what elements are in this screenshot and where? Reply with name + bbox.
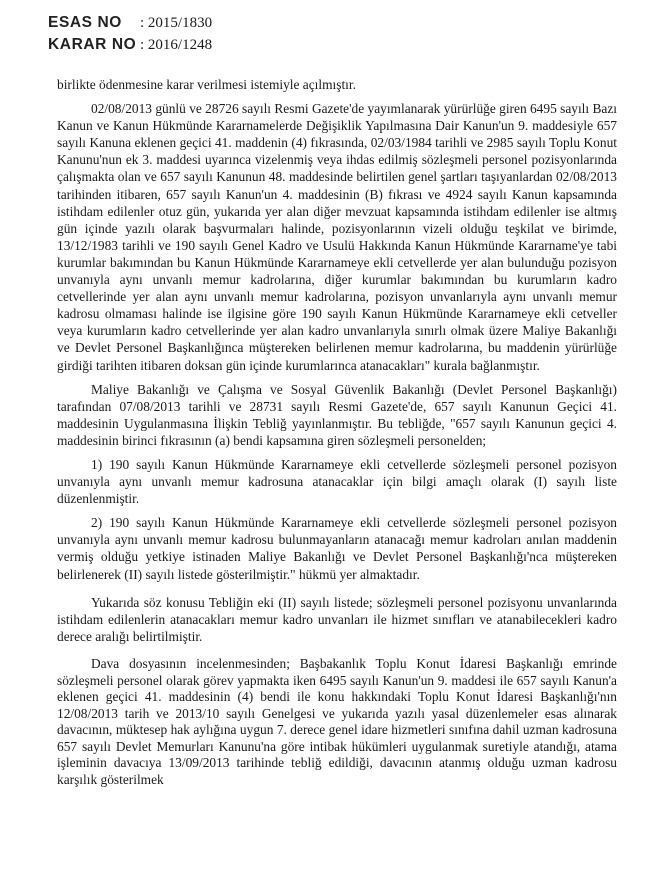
esas-value: : 2015/1830 [140, 15, 213, 31]
paragraph-list-item-1: 1) 190 sayılı Kanun Hükmünde Kararnameye ekli cetvellerde sözleşmeli personel pozisyon unvanıyla aynı unvanlı memur kadrosuna atanacaklar için bilgi amaçlı olarak (I) sayılı liste düzenlenmiştir. [57, 456, 617, 507]
paragraph-continuation: birlikte ödenmesine karar verilmesi istemiyle açılmıştır. [57, 77, 356, 92]
esas-row [48, 12, 212, 34]
paragraph-list-item-2: 2) 190 sayılı Kanun Hükmünde Kararnameye ekli cetvellerde sözleşmeli personel pozisyon unvanıyla aynı unvanlı memur kadrosu bulunmayanların atanacağı memur kadroları anılan maddenin vermiş olduğu yetkiye istinaden Maliye Bakanlığı ve Devlet Personel Başkanlığı'nca müştereken belirlenerek (II) sayılı listede gösterilmiştir." hükmü yer almaktadır. [57, 515, 617, 582]
esas-label: ESAS NO [48, 14, 122, 31]
karar-row [48, 34, 212, 56]
document-body [57, 76, 617, 789]
case-header [48, 12, 212, 56]
karar-label: KARAR NO [48, 36, 137, 53]
paragraph-law-provision: 02/08/2013 günlü ve 28726 sayılı Resmi Gazete'de yayımlanarak yürürlüğe giren 6495 sayılı Bazı Kanun ve Kanun Hükmünde Kararnamelerde Değişiklik Yapılmasına Dair Kanun'un 9. maddesiyle 657 sayılı Kanuna eklenen geçici 41. maddenin (4) fıkrasında, 02/03/1984 tarihli ve 2985 sayılı Toplu Konut Kanunu'nun ek 3. maddesi uyarınca vizelenmiş veya ihdas edilmiş sözleşmeli personel pozisyonlarında çalışmakta olan ve 657 sayılı Kanunun 48. maddesinde belirtilen genel şartları taşıyanlardan 02/08/2013 tarihinden itibaren, 657 sayılı Kanun'un 4. maddesinin (B) fıkrası ve 4924 sayılı Kanun kapsamında istihdam edilenler otuz gün, yukarıda yer alan diğer mevzuat kapsamında istihdam edilenler ise altmış gün içinde yazılı olarak başvurmaları halinde, pozisyonlarının vizeli olduğu teşkilat ve birimde, 13/12/1983 tarihli ve 190 sayılı Genel Kadro ve Usulü Hakkında Kanun Hükmünde Kararname'ye tabi kurumlar bakımından bu Kanun Hükmünde Kararnameye ekli cetvellerde yer alan bulunduğu pozisyon unvanıyla aynı unvanlı memur kadrolarına, diğer kurumlar bakımından bu kurumların kadro cetvellerinde yer alan aynı unvanlı memur kadrolarına, pozisyon unvanlarıyla aynı unvanlı memur kadrosu olmaması halinde ise ilgisine göre 190 sayılı Kanun Hükmünde Kararnameye ekli cetveller veya kurumların kadro cetvellerinde yer alan kadro unvanlarıyla sınırlı olmak üzere Maliye Bakanlığı ve Devlet Personel Başkanlığınca müştereken belirlenen memur kadrolarına, bu maddenin yürürlüğe girdiği tarihten itibaren doksan gün içinde kurumlarınca atanacakları" kurala bağlanmıştır. [57, 101, 618, 373]
paragraph-annex-list: Yukarıda söz konusu Tebliğin eki (II) sayılı listede; sözleşmeli personel pozisyonu unvanlarında istihdam edilenlerin atanacakları memur kadro unvanları ile hizmet sınıfları ve atanabilecekleri kadro derece aralığı belirtilmiştir. [57, 594, 617, 644]
paragraph-communique: Maliye Bakanlığı ve Çalışma ve Sosyal Güvenlik Bakanlığı (Devlet Personel Başkanlığı) tarafından 07/08/2013 tarihli ve 28731 sayılı Resmi Gazete'de, 657 sayılı Kanunun Geçici 41. maddesinin Uygulanmasına İlişkin Tebliğ yayınlanmıştır. Bu tebliğde, "657 sayılı Kanunun geçici 4. maddesinin birinci fıkrasının (a) bendi kapsamına giren sözleşmeli personelden; [57, 381, 617, 448]
paragraph-case-file: Dava dosyasının incelenmesinden; Başbakanlık Toplu Konut İdaresi Başkanlığı emrinde sözleşmeli personel olarak görev yapmakta iken 6495 sayılı Kanun'un 9. maddesi ile 657 sayılı Kanun'a eklenen geçici 41. maddesinin (4) bendi ile konu hakkındaki Toplu Konut İdaresi Başkanlığı'nın 12/08/2013 tarih ve 2013/10 sayılı Genelgesi ve yukarıda yazılı yasal düzenlemeler esas alınarak davacının, müktesep hak aylığına uygun 7. derece genel idare hizmetleri sınıfına dahil uzman kadrosuna 657 sayılı Devlet Memurları Kanunu'na göre intibak hükümleri uygulanmak suretiyle atandığı, atama işleminin davacıya 13/09/2013 tarihinde tebliğ edildiği, davacının atanmış olduğu uzman kadrosu karşılık gösterilmek [57, 655, 617, 788]
karar-value: : 2016/1248 [140, 37, 213, 53]
